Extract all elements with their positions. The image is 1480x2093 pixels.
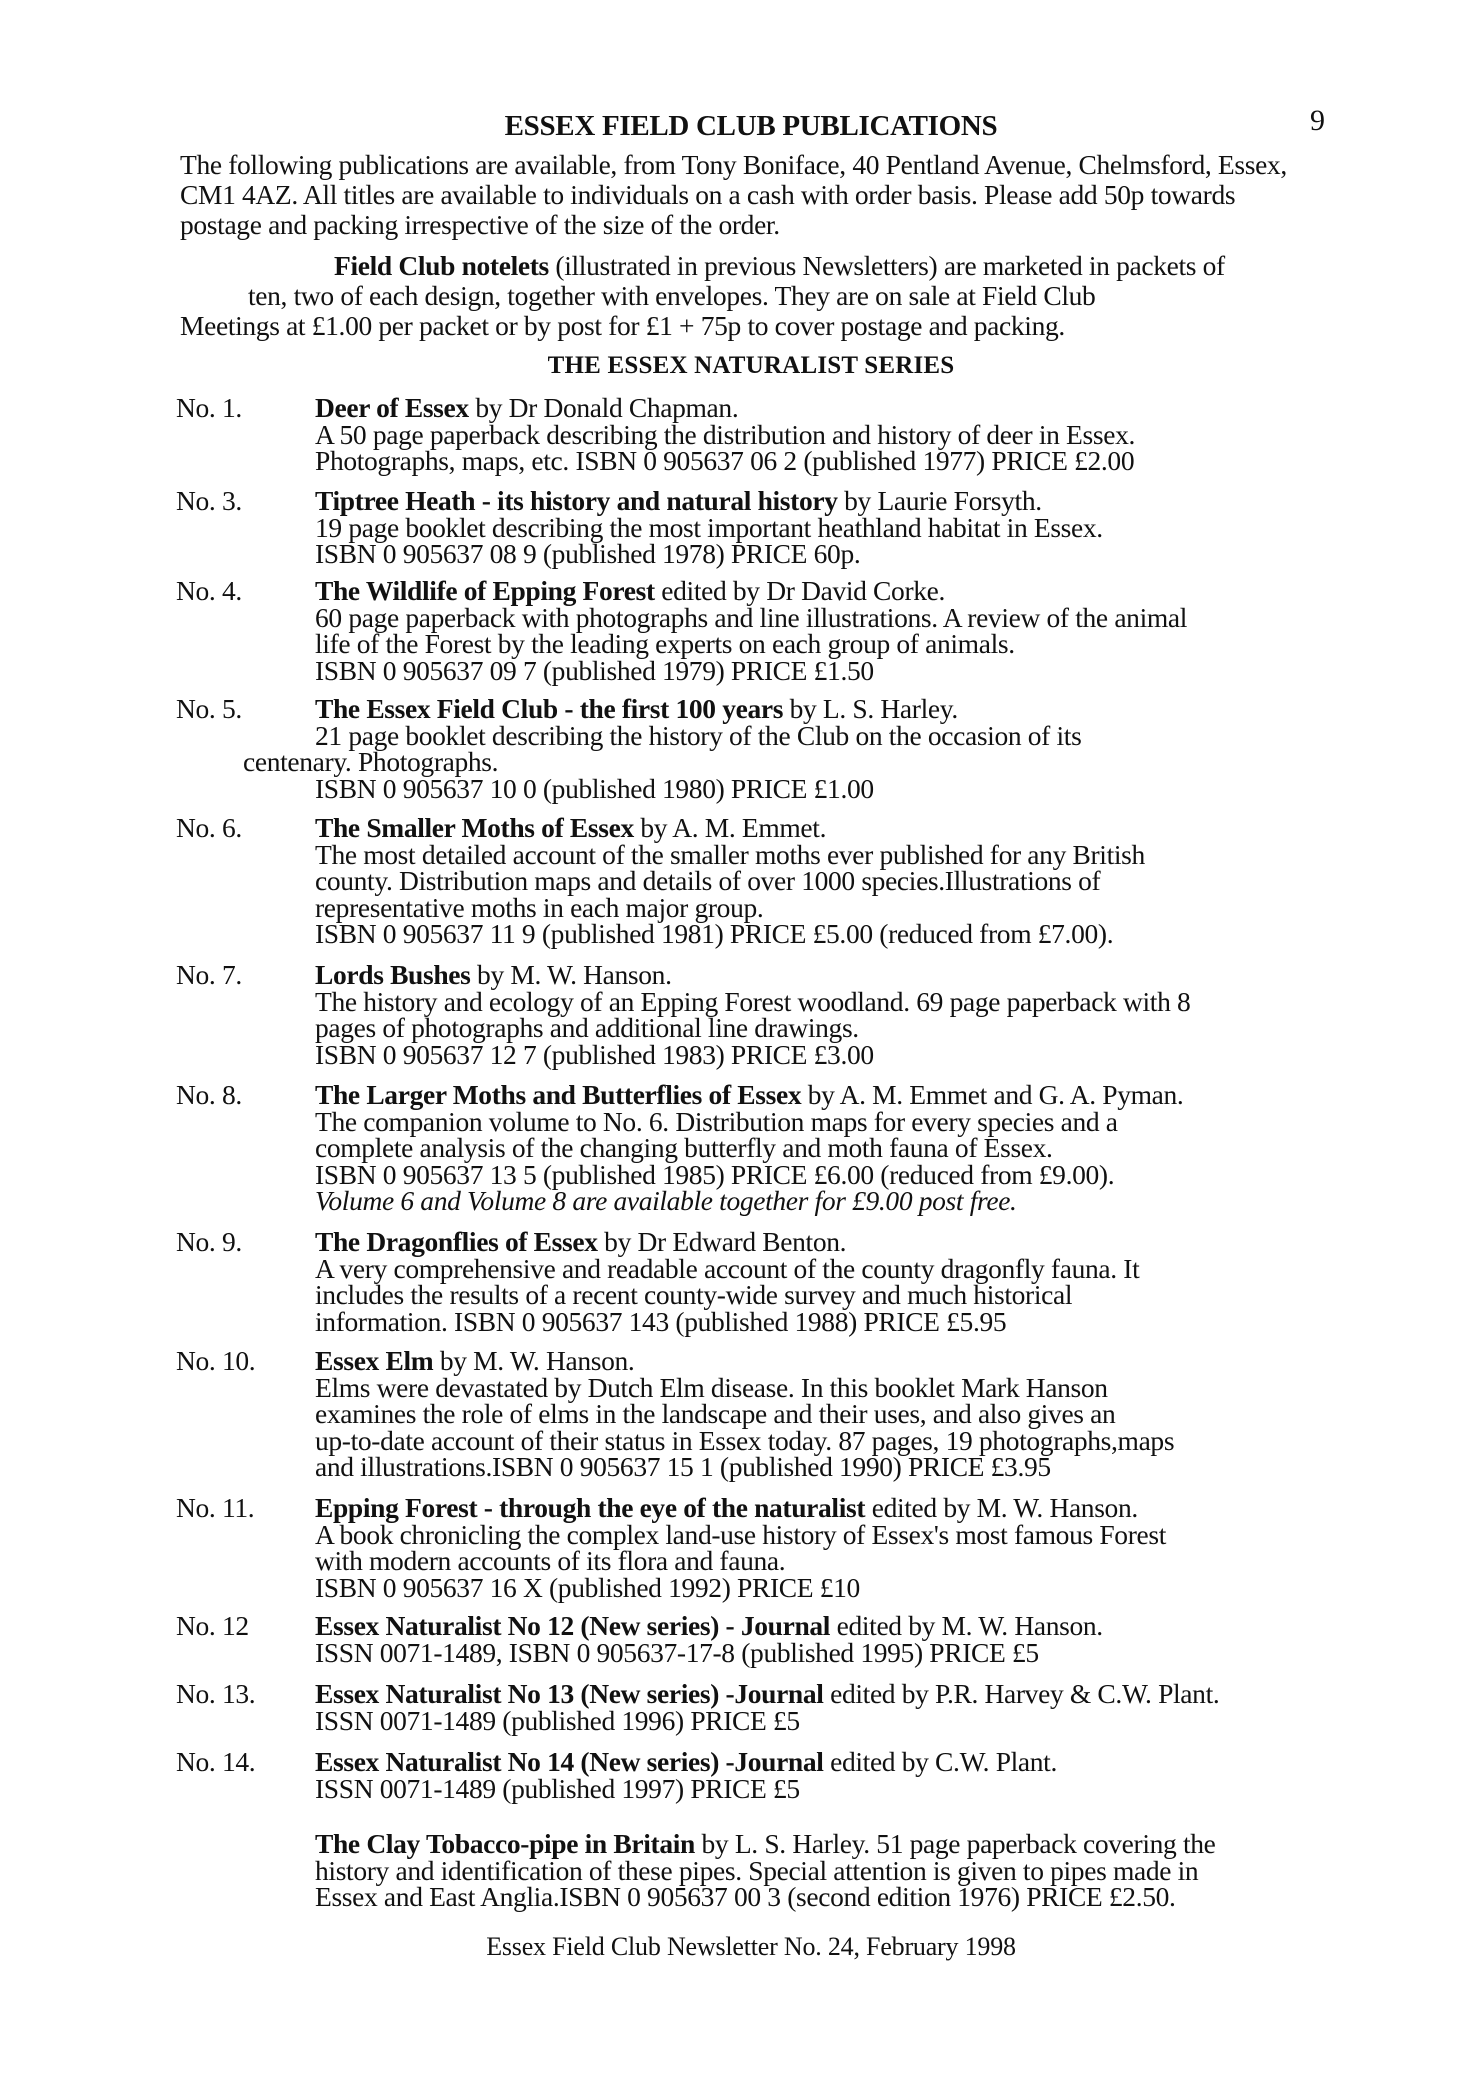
entry-line: The history and ecology of an Epping Forest woodland. 69 page paperback with 8 bbox=[315, 985, 1191, 1017]
entry-number: No. 14. bbox=[176, 1746, 256, 1777]
page-title: ESSEX FIELD CLUB PUBLICATIONS bbox=[504, 110, 998, 142]
entry-line: A book chronicling the complex land-use history of Essex's most famous Forest bbox=[315, 1518, 1167, 1550]
entry-line: history and identification of these pipes. Special attention is given to pipes made in bbox=[315, 1854, 1199, 1886]
entry-number: No. 6. bbox=[176, 812, 242, 843]
notelets-line bbox=[180, 251, 1350, 281]
entry-byline: by Dr Donald Chapman. bbox=[468, 392, 739, 423]
entry-title: Essex Naturalist No 13 (New series) -Journal bbox=[315, 1678, 824, 1709]
entry-line: ISBN 0 905637 16 X (published 1992) PRICE £10 bbox=[315, 1571, 860, 1603]
entry-line: ISSN 0071-1489 (published 1997) PRICE £5 bbox=[315, 1772, 800, 1804]
intro-line: CM1 4AZ. All titles are available to individuals on a cash with order basis. Please add 50p towards bbox=[180, 179, 1236, 210]
notelets-heading: Field Club notelets bbox=[334, 250, 549, 281]
entry-number: No. 7. bbox=[176, 959, 242, 990]
entry-number: No. 8. bbox=[176, 1079, 242, 1110]
entry-title: Tiptree Heath - its history and natural history bbox=[315, 485, 838, 516]
entry-number: No. 5. bbox=[176, 693, 242, 724]
entry-line: with modern accounts of its flora and fauna. bbox=[315, 1545, 786, 1576]
entry-line: includes the results of a recent county-wide survey and much historical bbox=[315, 1279, 1073, 1310]
entry-line: ISBN 0 905637 10 0 (published 1980) PRICE £1.00 bbox=[315, 772, 874, 804]
entry-line: representative moths in each major group. bbox=[315, 891, 764, 923]
entry-line: Elms were devastated by Dutch Elm disease. In this booklet Mark Hanson bbox=[315, 1371, 1108, 1403]
entry-line: The most detailed account of the smaller moths ever published for any British bbox=[315, 838, 1145, 870]
entry-byline: edited by C.W. Plant. bbox=[823, 1746, 1058, 1777]
entry-line: ISBN 0 905637 13 5 (published 1985) PRICE £6.00 (reduced from £9.00). bbox=[315, 1158, 1115, 1190]
entry-line: information. ISBN 0 905637 143 (published 1988) PRICE £5.95 bbox=[315, 1305, 1007, 1337]
entry-byline: edited by P.R. Harvey & C.W. Plant. bbox=[823, 1678, 1220, 1709]
entry-byline: edited by M. W. Hanson. bbox=[830, 1610, 1103, 1641]
entry-line: 21 page booklet describing the history of the Club on the occasion of its bbox=[315, 719, 1082, 751]
page-number: 9 bbox=[1310, 104, 1325, 137]
entry-number: No. 12 bbox=[176, 1610, 249, 1641]
notelets-text: (illustrated in previous Newsletters) are marketed in packets of bbox=[548, 250, 1225, 281]
intro-line: postage and packing irrespective of the size of the order. bbox=[180, 209, 780, 240]
entry-line: 19 page booklet describing the most important heathland habitat in Essex. bbox=[315, 511, 1103, 543]
entry-title: Essex Elm bbox=[315, 1345, 434, 1376]
entry-line: A very comprehensive and readable account of the county dragonfly fauna. It bbox=[315, 1252, 1140, 1284]
entry-line: examines the role of elms in the landscape and their uses, and also gives an bbox=[315, 1398, 1116, 1429]
series-heading: THE ESSEX NATURALIST SERIES bbox=[547, 352, 955, 379]
entry-number: No. 9. bbox=[176, 1226, 242, 1257]
intro-line: The following publications are available, from Tony Boniface, 40 Pentland Avenue, Chelmsford, Essex, bbox=[180, 149, 1287, 180]
entry-byline: by A. M. Emmet and G. A. Pyman. bbox=[801, 1079, 1184, 1110]
notelets-line: ten, two of each design, together with envelopes. They are on sale at Field Club bbox=[248, 280, 1096, 311]
entry-title: Lords Bushes bbox=[315, 959, 471, 990]
entry-number: No. 11. bbox=[176, 1492, 255, 1523]
entry-line: The companion volume to No. 6. Distribution maps for every species and a bbox=[315, 1105, 1118, 1137]
entry-number: No. 13. bbox=[176, 1678, 256, 1709]
entry-title: The Wildlife of Epping Forest bbox=[315, 575, 655, 606]
entry-number: No. 1. bbox=[176, 392, 242, 423]
entry-title: Essex Naturalist No 12 (New series) - Journal bbox=[315, 1610, 831, 1641]
entry-byline: by Dr Edward Benton. bbox=[597, 1226, 847, 1257]
entry-number: No. 3. bbox=[176, 485, 242, 516]
entry-line: complete analysis of the changing butterfly and moth fauna of Essex. bbox=[315, 1132, 1053, 1163]
entry-line: ISBN 0 905637 08 9 (published 1978) PRICE 60p. bbox=[315, 538, 861, 569]
entry-title: The Smaller Moths of Essex bbox=[315, 812, 634, 843]
entry-title: The Clay Tobacco-pipe in Britain bbox=[315, 1828, 695, 1859]
entry-byline: by M. W. Hanson. bbox=[470, 959, 672, 990]
entry-line: ISBN 0 905637 09 7 (published 1979) PRICE £1.50 bbox=[315, 654, 874, 686]
entry-number: No. 10. bbox=[176, 1345, 256, 1376]
entry-note: Volume 6 and Volume 8 are available together for £9.00 post free. bbox=[315, 1185, 1017, 1216]
entry-byline: by L. S. Harley. bbox=[783, 693, 958, 724]
entry-line: and illustrations.ISBN 0 905637 15 1 (published 1990) PRICE £3.95 bbox=[315, 1451, 1051, 1482]
entry-line: Photographs, maps, etc. ISBN 0 905637 06 2 (published 1977) PRICE £2.00 bbox=[315, 445, 1135, 476]
entry-title: Essex Naturalist No 14 (New series) -Journal bbox=[315, 1746, 824, 1777]
entry-byline: by A. M. Emmet. bbox=[633, 812, 827, 843]
entry-byline: by Laurie Forsyth. bbox=[837, 485, 1042, 516]
entry-title: The Larger Moths and Butterflies of Essex bbox=[315, 1079, 802, 1110]
entry-number: No. 4. bbox=[176, 575, 242, 606]
entry-title: The Dragonflies of Essex bbox=[315, 1226, 598, 1257]
notelets-paragraph bbox=[180, 251, 1350, 341]
entry-line: ISBN 0 905637 11 9 (published 1981) PRICE £5.00 (reduced from £7.00). bbox=[315, 918, 1114, 949]
page-footer: Essex Field Club Newsletter No. 24, February 1998 bbox=[486, 1932, 1016, 1961]
entry-byline: by L. S. Harley. 51 page paperback covering the bbox=[694, 1828, 1216, 1859]
notelets-line: Meetings at £1.00 per packet or by post for £1 + 75p to cover postage and packing. bbox=[180, 310, 1065, 341]
entry-byline: edited by Dr David Corke. bbox=[654, 575, 946, 606]
entry-title: Deer of Essex bbox=[315, 392, 469, 423]
entry-line: A 50 page paperback describing the distribution and history of deer in Essex. bbox=[315, 418, 1135, 450]
entry-byline: edited by M. W. Hanson. bbox=[865, 1492, 1138, 1523]
entry-title: Epping Forest - through the eye of the naturalist bbox=[315, 1492, 866, 1523]
entry-line: Essex and East Anglia.ISBN 0 905637 00 3 (second edition 1976) PRICE £2.50. bbox=[315, 1881, 1176, 1912]
entry-line: ISBN 0 905637 12 7 (published 1983) PRICE £3.00 bbox=[315, 1038, 874, 1070]
entry-byline: by M. W. Hanson. bbox=[433, 1345, 635, 1376]
entry-line: ISSN 0071-1489, ISBN 0 905637-17-8 (published 1995) PRICE £5 bbox=[315, 1636, 1039, 1668]
entry-title: The Essex Field Club - the first 100 years bbox=[315, 693, 784, 724]
entry-line: 60 page paperback with photographs and line illustrations. A review of the animal bbox=[315, 601, 1188, 633]
entry-line: county. Distribution maps and details of over 1000 species.Illustrations of bbox=[315, 865, 1101, 896]
intro-paragraph bbox=[180, 150, 1350, 240]
entry-line: pages of photographs and additional line drawings. bbox=[315, 1012, 859, 1043]
entry-line: life of the Forest by the leading experts on each group of animals. bbox=[315, 628, 1015, 659]
entry-line: ISSN 0071-1489 (published 1996) PRICE £5 bbox=[315, 1704, 800, 1736]
entry-line: centenary. Photographs. bbox=[243, 746, 499, 777]
entry-line: up-to-date account of their status in Essex today. 87 pages, 19 photographs,maps bbox=[315, 1424, 1175, 1456]
